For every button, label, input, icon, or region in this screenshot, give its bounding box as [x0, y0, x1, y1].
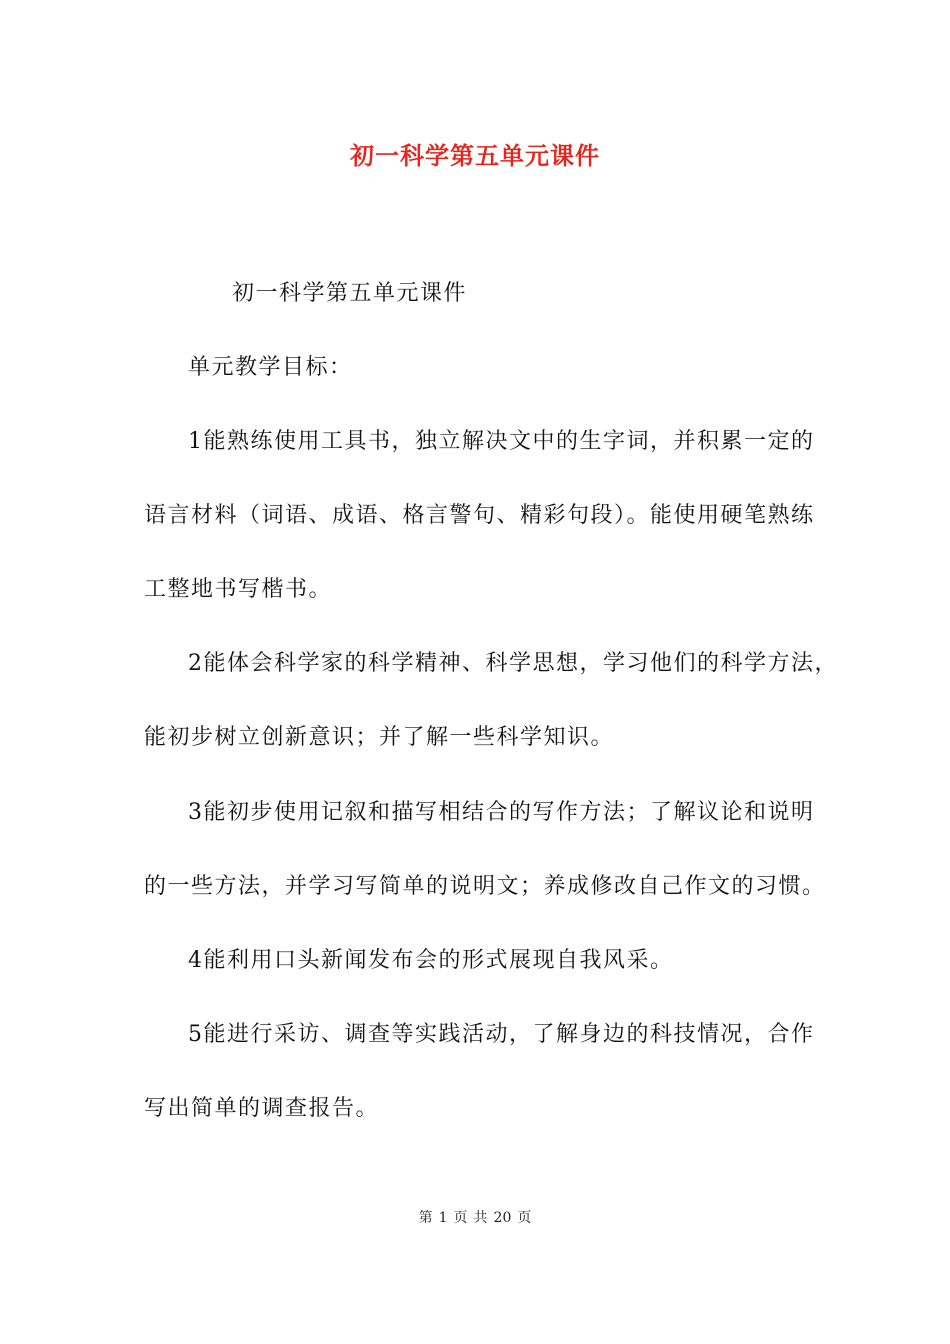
body-line: 5能进行采访、调查等实践活动，了解身边的科技情况，合作 — [188, 1022, 815, 1047]
body-line: 2能体会科学家的科学精神、科学思想，学习他们的科学方法， — [188, 651, 838, 676]
body-line: 语言材料（词语、成语、格言警句、精彩句段）。能使用硬笔熟练 — [144, 503, 815, 528]
footer-page-prefix: 第 — [418, 1210, 433, 1226]
body-line: 能初步树立创新意识；并了解一些科学知识。 — [144, 725, 615, 750]
document-title: 初一科学第五单元课件 — [350, 141, 600, 170]
footer-page-number: 1 — [438, 1210, 448, 1226]
footer-page-word: 页 — [453, 1210, 468, 1226]
body-line: 的一些方法，并学习写简单的说明文；养成修改自己作文的习惯。 — [144, 874, 826, 899]
footer-total-prefix: 共 — [473, 1210, 488, 1226]
body-line: 1能熟练使用工具书，独立解决文中的生字词，并积累一定的 — [188, 429, 815, 454]
body-line: 单元教学目标： — [188, 355, 353, 380]
body-subtitle: 初一科学第五单元课件 — [232, 281, 468, 306]
body-line: 写出简单的调查报告。 — [144, 1096, 380, 1121]
page-footer — [0, 1207, 950, 1227]
footer-total-pages: 20 — [493, 1210, 512, 1226]
footer-total-word: 页 — [517, 1210, 532, 1226]
body-line: 3能初步使用记叙和描写相结合的写作方法；了解议论和说明 — [188, 800, 815, 825]
body-line: 4能利用口头新闻发布会的形式展现自我风采。 — [188, 948, 674, 973]
body-line: 工整地书写楷书。 — [144, 577, 333, 602]
